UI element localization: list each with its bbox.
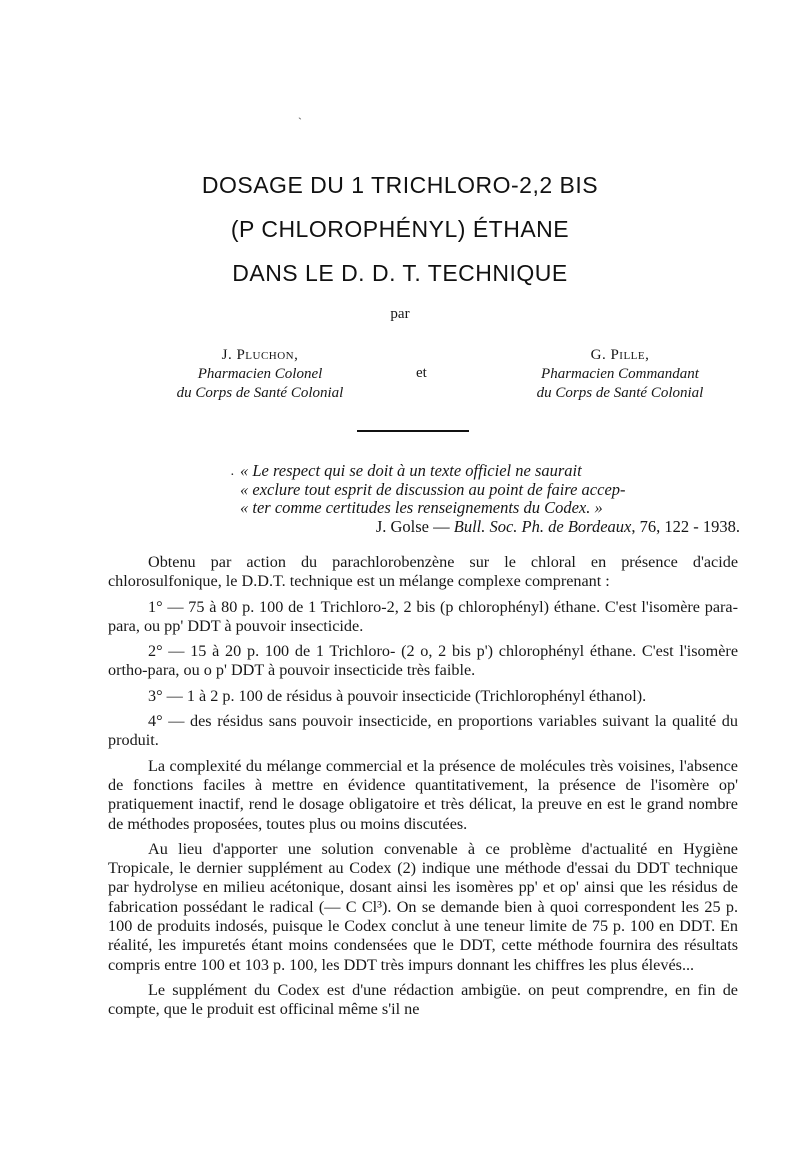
author-conjunction: et [416, 365, 427, 381]
body-paragraph-1: Obtenu par action du parachlorobenzène sur le chloral en présence d'acide chlorosulfonique, le D.D.T. technique est un mélange complexe comprenant : [108, 553, 738, 591]
article-body [108, 553, 738, 1026]
body-paragraph-6: La complexité du mélange commercial et la présence de molécules très voisines, l'absence de fonctions faciles à mettre en évidence quantitativement, la présence de l'isomère op' pratiquement inactif, rend le dosage obligatoire et très délicat, la preuve en est le grand nombre de méthodes proposées, toutes plus ou moins discutées. [108, 756, 738, 833]
epigraph-line-2: « exclure tout esprit de discussion au point de faire accep- [240, 479, 626, 499]
body-paragraph-7: Au lieu d'apporter une solution convenable à ce problème d'actualité en Hygiène Tropicale, le dernier supplément au Codex (2) indique une méthode d'essai du DDT technique par hydrolyse en milieu acétonique, dosant ainsi les isomères pp' et op' ainsi que les résidus de fabrication possédant le radical (— C Cl³). On se demande bien à quoi correspondent les 25 p. 100 de produits indosés, puisque le Codex conclut à une teneur limite de 75 p. 100 en DDT. En réalité, les impuretés étant moins condensées que le DDT, cette méthode fournira des résultats compris entre 100 et 103 p. 100, les DDT très impurs donnant les chiffres les plus élevés... [108, 839, 738, 974]
author-left-role-1: Pharmacien Colonel [197, 366, 323, 382]
author-right [460, 346, 780, 403]
byline-par: par [390, 306, 410, 322]
body-paragraph-8: Le supplément du Codex est d'une rédaction ambigüe. on peut comprendre, en fin de compte, que le produit est officinal même s'il ne [108, 980, 738, 1019]
epigraph-source-author: J. Golse — [375, 516, 454, 536]
title-line-3: DANS LE D. D. T. TECHNIQUE [232, 260, 568, 286]
scan-mark: ˋ [298, 115, 302, 129]
author-left [110, 346, 410, 403]
scan-dot: · [230, 468, 235, 483]
author-right-name: G. Pille, [590, 347, 650, 363]
epigraph-source-journal: Bull. Soc. Ph. de Bordeaux [453, 516, 632, 536]
epigraph-source [240, 518, 740, 537]
body-paragraph-4: 3° — 1 à 2 p. 100 de résidus à pouvoir insecticide (Trichlorophényl éthanol). [148, 686, 647, 705]
separator-rule [357, 430, 469, 432]
title-line-2: (P CHLOROPHÉNYL) ÉTHANE [230, 216, 570, 242]
body-paragraph-2: 1° — 75 à 80 p. 100 de 1 Trichloro-2, 2 bis (p chlorophényl) éthane. C'est l'isomère para-para, ou pp' DDT à pouvoir insecticide. [108, 597, 738, 635]
epigraph-source-ref: , 76, 122 - 1938. [631, 516, 740, 536]
epigraph-line-3: « ter comme certitudes les renseignements du Codex. » [240, 498, 603, 517]
author-right-role-2: du Corps de Santé Colonial [536, 385, 704, 401]
author-right-role-1: Pharmacien Commandant [541, 366, 699, 382]
author-left-role-2: du Corps de Santé Colonial [176, 385, 344, 401]
author-left-name: J. Pluchon, [221, 347, 299, 363]
body-paragraph-3: 2° — 15 à 20 p. 100 de 1 Trichloro- (2 o, 2 bis p') chlorophényl éthane. C'est l'isomère ortho-para, ou o p' DDT à pouvoir insecticide très faible. [108, 642, 738, 680]
body-paragraph-5: 4° — des résidus sans pouvoir insecticide, en proportions variables suivant la qualité du produit. [108, 712, 738, 750]
title-line-1: DOSAGE DU 1 TRICHLORO-2,2 BIS [201, 172, 599, 198]
epigraph [240, 462, 740, 536]
epigraph-line-1: « Le respect qui se doit à un texte officiel ne saurait [240, 461, 582, 480]
